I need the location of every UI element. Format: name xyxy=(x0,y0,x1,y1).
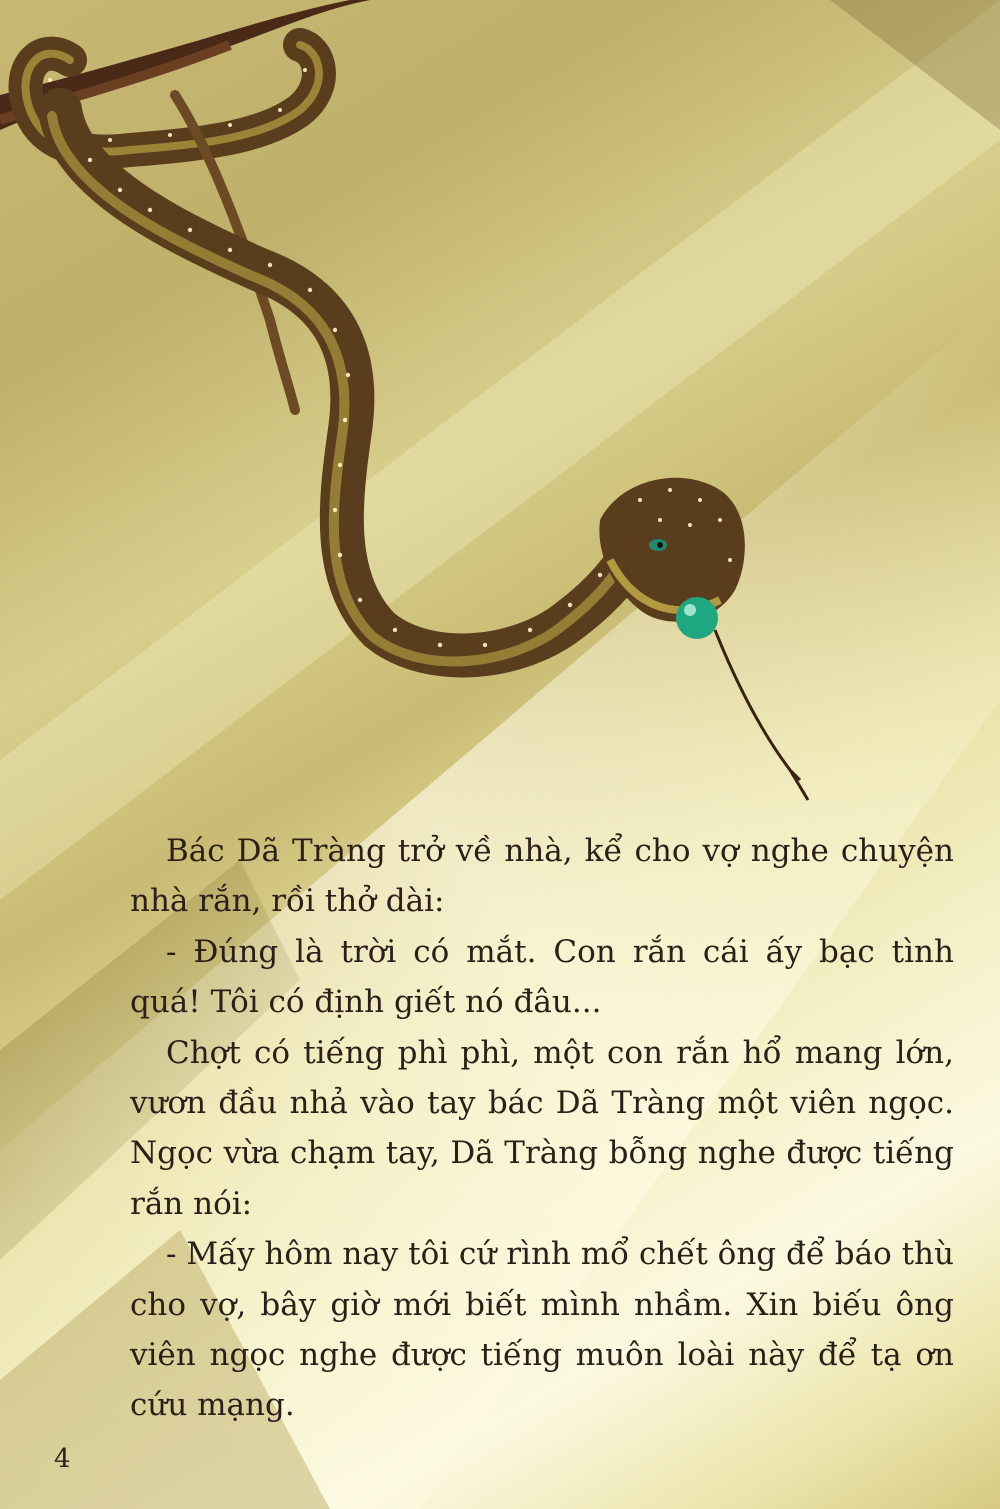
green-pearl xyxy=(676,597,718,639)
page-number: 4 xyxy=(54,1444,71,1474)
story-text xyxy=(130,826,954,1431)
story-paragraph: Bác Dã Tràng trở về nhà, kể cho vợ nghe chuyện nhà rắn, rồi thở dài: xyxy=(130,833,954,920)
story-paragraph: - Đúng là trời có mắt. Con rắn cái ấy bạc tình quá! Tôi có định giết nó đâu... xyxy=(130,933,954,1021)
story-paragraph: Chợt có tiếng phì phì, một con rắn hổ mang lớn, vươn đầu nhả vào tay bác Dã Tràng một viên ngọc. Ngọc vừa chạm tay, Dã Tràng bỗng nghe được tiếng rắn nói: xyxy=(130,1034,954,1222)
snake-body xyxy=(60,110,640,655)
snake-tongue xyxy=(715,630,808,800)
story-paragraph: - Mấy hôm nay tôi cứ rình mổ chết ông để báo thù cho vợ, bây giờ mới biết mình nhầm. Xin biếu ông viên ngọc nghe được tiếng muôn loài này để tạ ơn cứu mạng. xyxy=(130,1236,954,1424)
